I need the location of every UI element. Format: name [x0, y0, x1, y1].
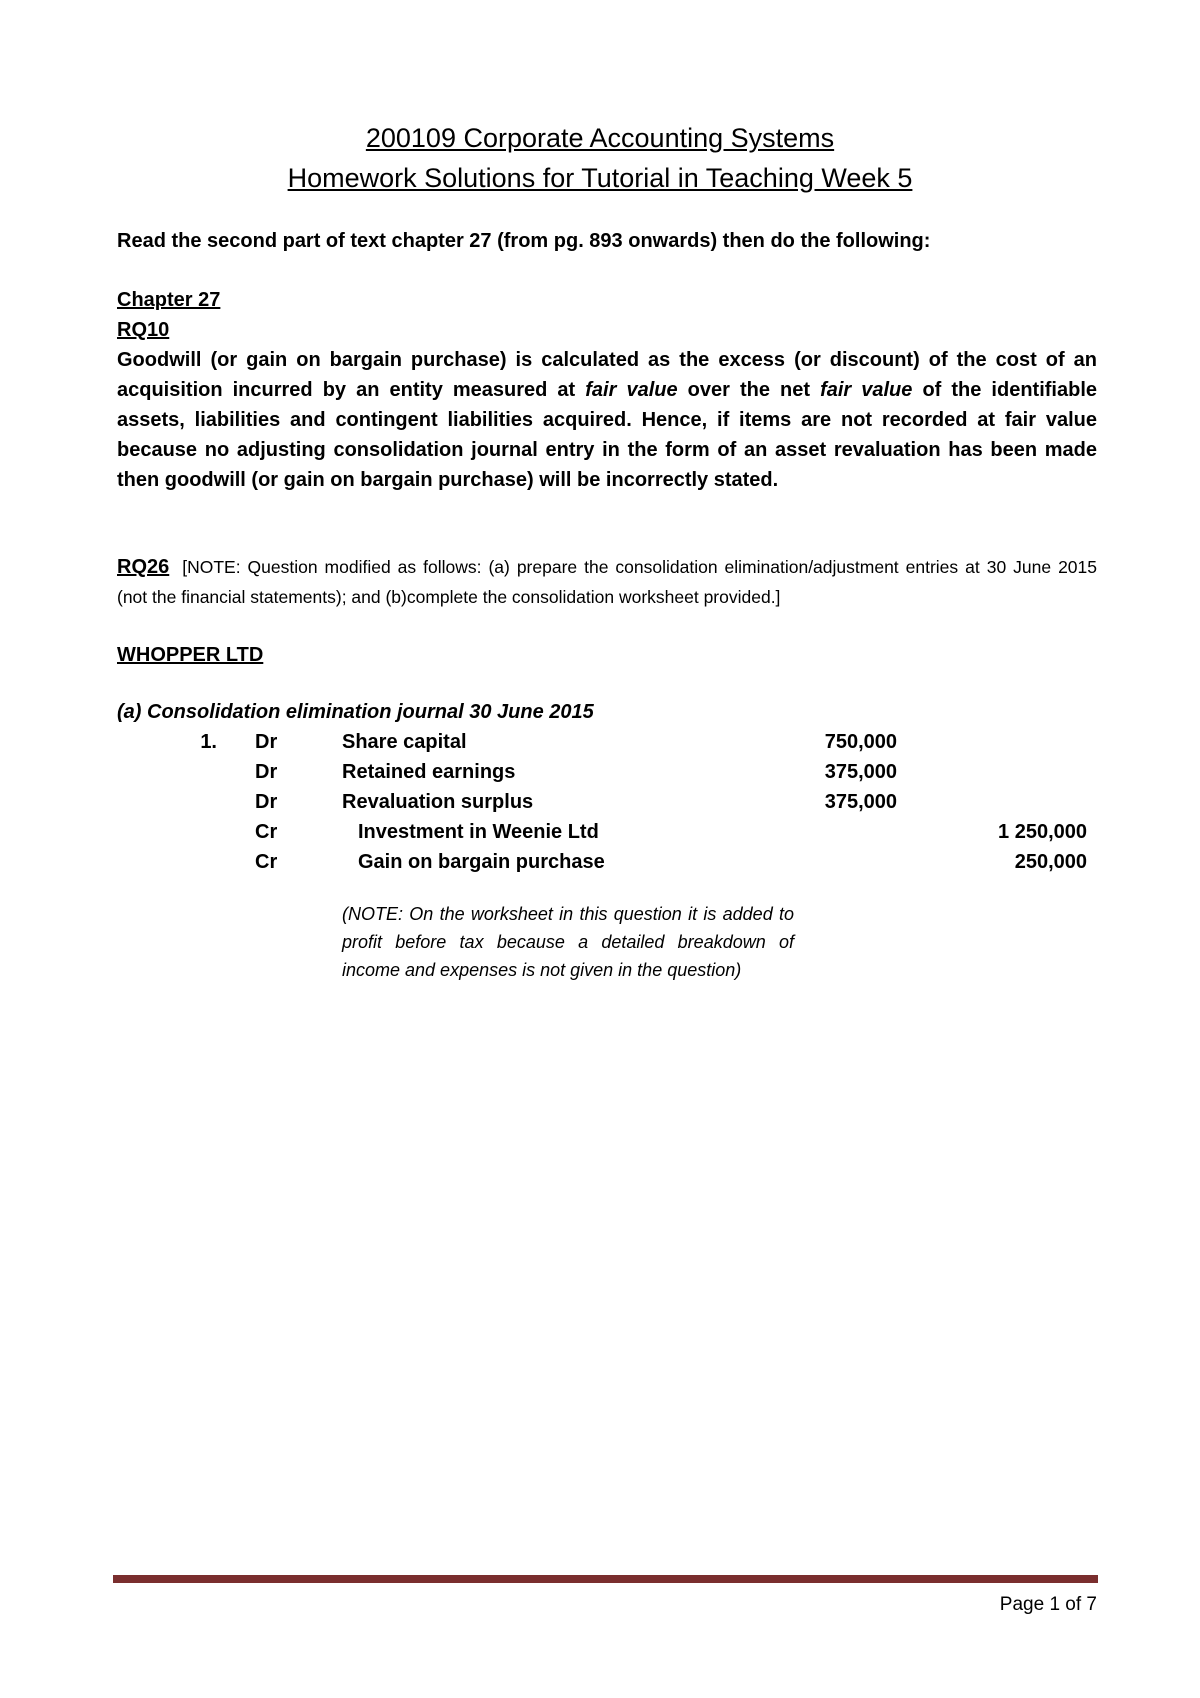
entry-debit: 375,000	[824, 761, 897, 783]
entry-drcr: Dr	[255, 761, 278, 783]
chapter-section	[117, 285, 1097, 495]
journal-note: (NOTE: On the worksheet in this question it is added to profit before tax because a detailed breakdown of income and expenses is not given in the question)	[342, 904, 794, 980]
chapter-heading: Chapter 27	[117, 289, 221, 311]
entry-account: Revaluation surplus	[342, 791, 534, 813]
entry-credit: 250,000	[1014, 851, 1087, 873]
entry-number: 1.	[200, 731, 217, 753]
rq10-text-part1: Goodwill (or gain on bargain purchase) is calculated as the excess (or discount) of the cost of an acquisition incurred by an entity measured at	[117, 349, 1097, 401]
journal-row	[117, 817, 1097, 847]
rq26-note: [NOTE: Question modified as follows: (a) prepare the consolidation elimination/adjustment entries at 30 June 2015 (not the financial statements); and (b)complete the consolidation worksheet provided.]	[117, 557, 1097, 607]
entry-account: Investment in Weenie Ltd	[358, 821, 599, 843]
entry-drcr: Cr	[255, 851, 278, 873]
journal-title: (a) Consolidation elimination journal 30 June 2015	[117, 701, 594, 723]
company-heading: WHOPPER LTD	[117, 644, 264, 666]
rq10-answer	[117, 345, 1097, 495]
rq10-text-italic2: fair value	[820, 379, 913, 401]
rq10-heading: RQ10	[117, 319, 170, 341]
page-number: Page 1 of 7	[999, 1594, 1097, 1615]
journal-row	[117, 787, 1097, 817]
course-title: 200109 Corporate Accounting Systems	[365, 123, 835, 153]
title-block	[0, 118, 1200, 198]
journal-row	[117, 847, 1097, 877]
document-title: Homework Solutions for Tutorial in Teaching Week 5	[287, 163, 913, 193]
rq10-text-italic1: fair value	[585, 379, 678, 401]
rq10-text-part3: of the identifiable assets, liabilities and contingent liabilities acquired. Hence, if items are not recorded at fair value because no adjusting consolidation journal entry in the form of an asset revaluation has been made then goodwill (or gain on bargain purchase) will be incorrectly stated.	[117, 379, 1097, 491]
entry-account: Gain on bargain purchase	[358, 851, 605, 873]
rq26-heading: RQ26	[117, 556, 170, 578]
journal-row	[117, 727, 1097, 757]
rq26-section	[117, 552, 1097, 612]
entry-credit: 1 250,000	[998, 821, 1087, 843]
entry-debit: 750,000	[824, 731, 897, 753]
journal-row	[117, 757, 1097, 787]
entry-account: Retained earnings	[342, 761, 516, 783]
footer-divider	[113, 1575, 1098, 1583]
intro-instruction: Read the second part of text chapter 27 (from pg. 893 onwards) then do the following:	[117, 230, 931, 252]
entry-drcr: Dr	[255, 731, 278, 753]
journal-entries	[117, 727, 1097, 877]
entry-debit: 375,000	[824, 791, 897, 813]
entry-account: Share capital	[342, 731, 467, 753]
entry-drcr: Dr	[255, 791, 278, 813]
rq10-text-part2: over the net	[677, 379, 821, 401]
entry-drcr: Cr	[255, 821, 278, 843]
